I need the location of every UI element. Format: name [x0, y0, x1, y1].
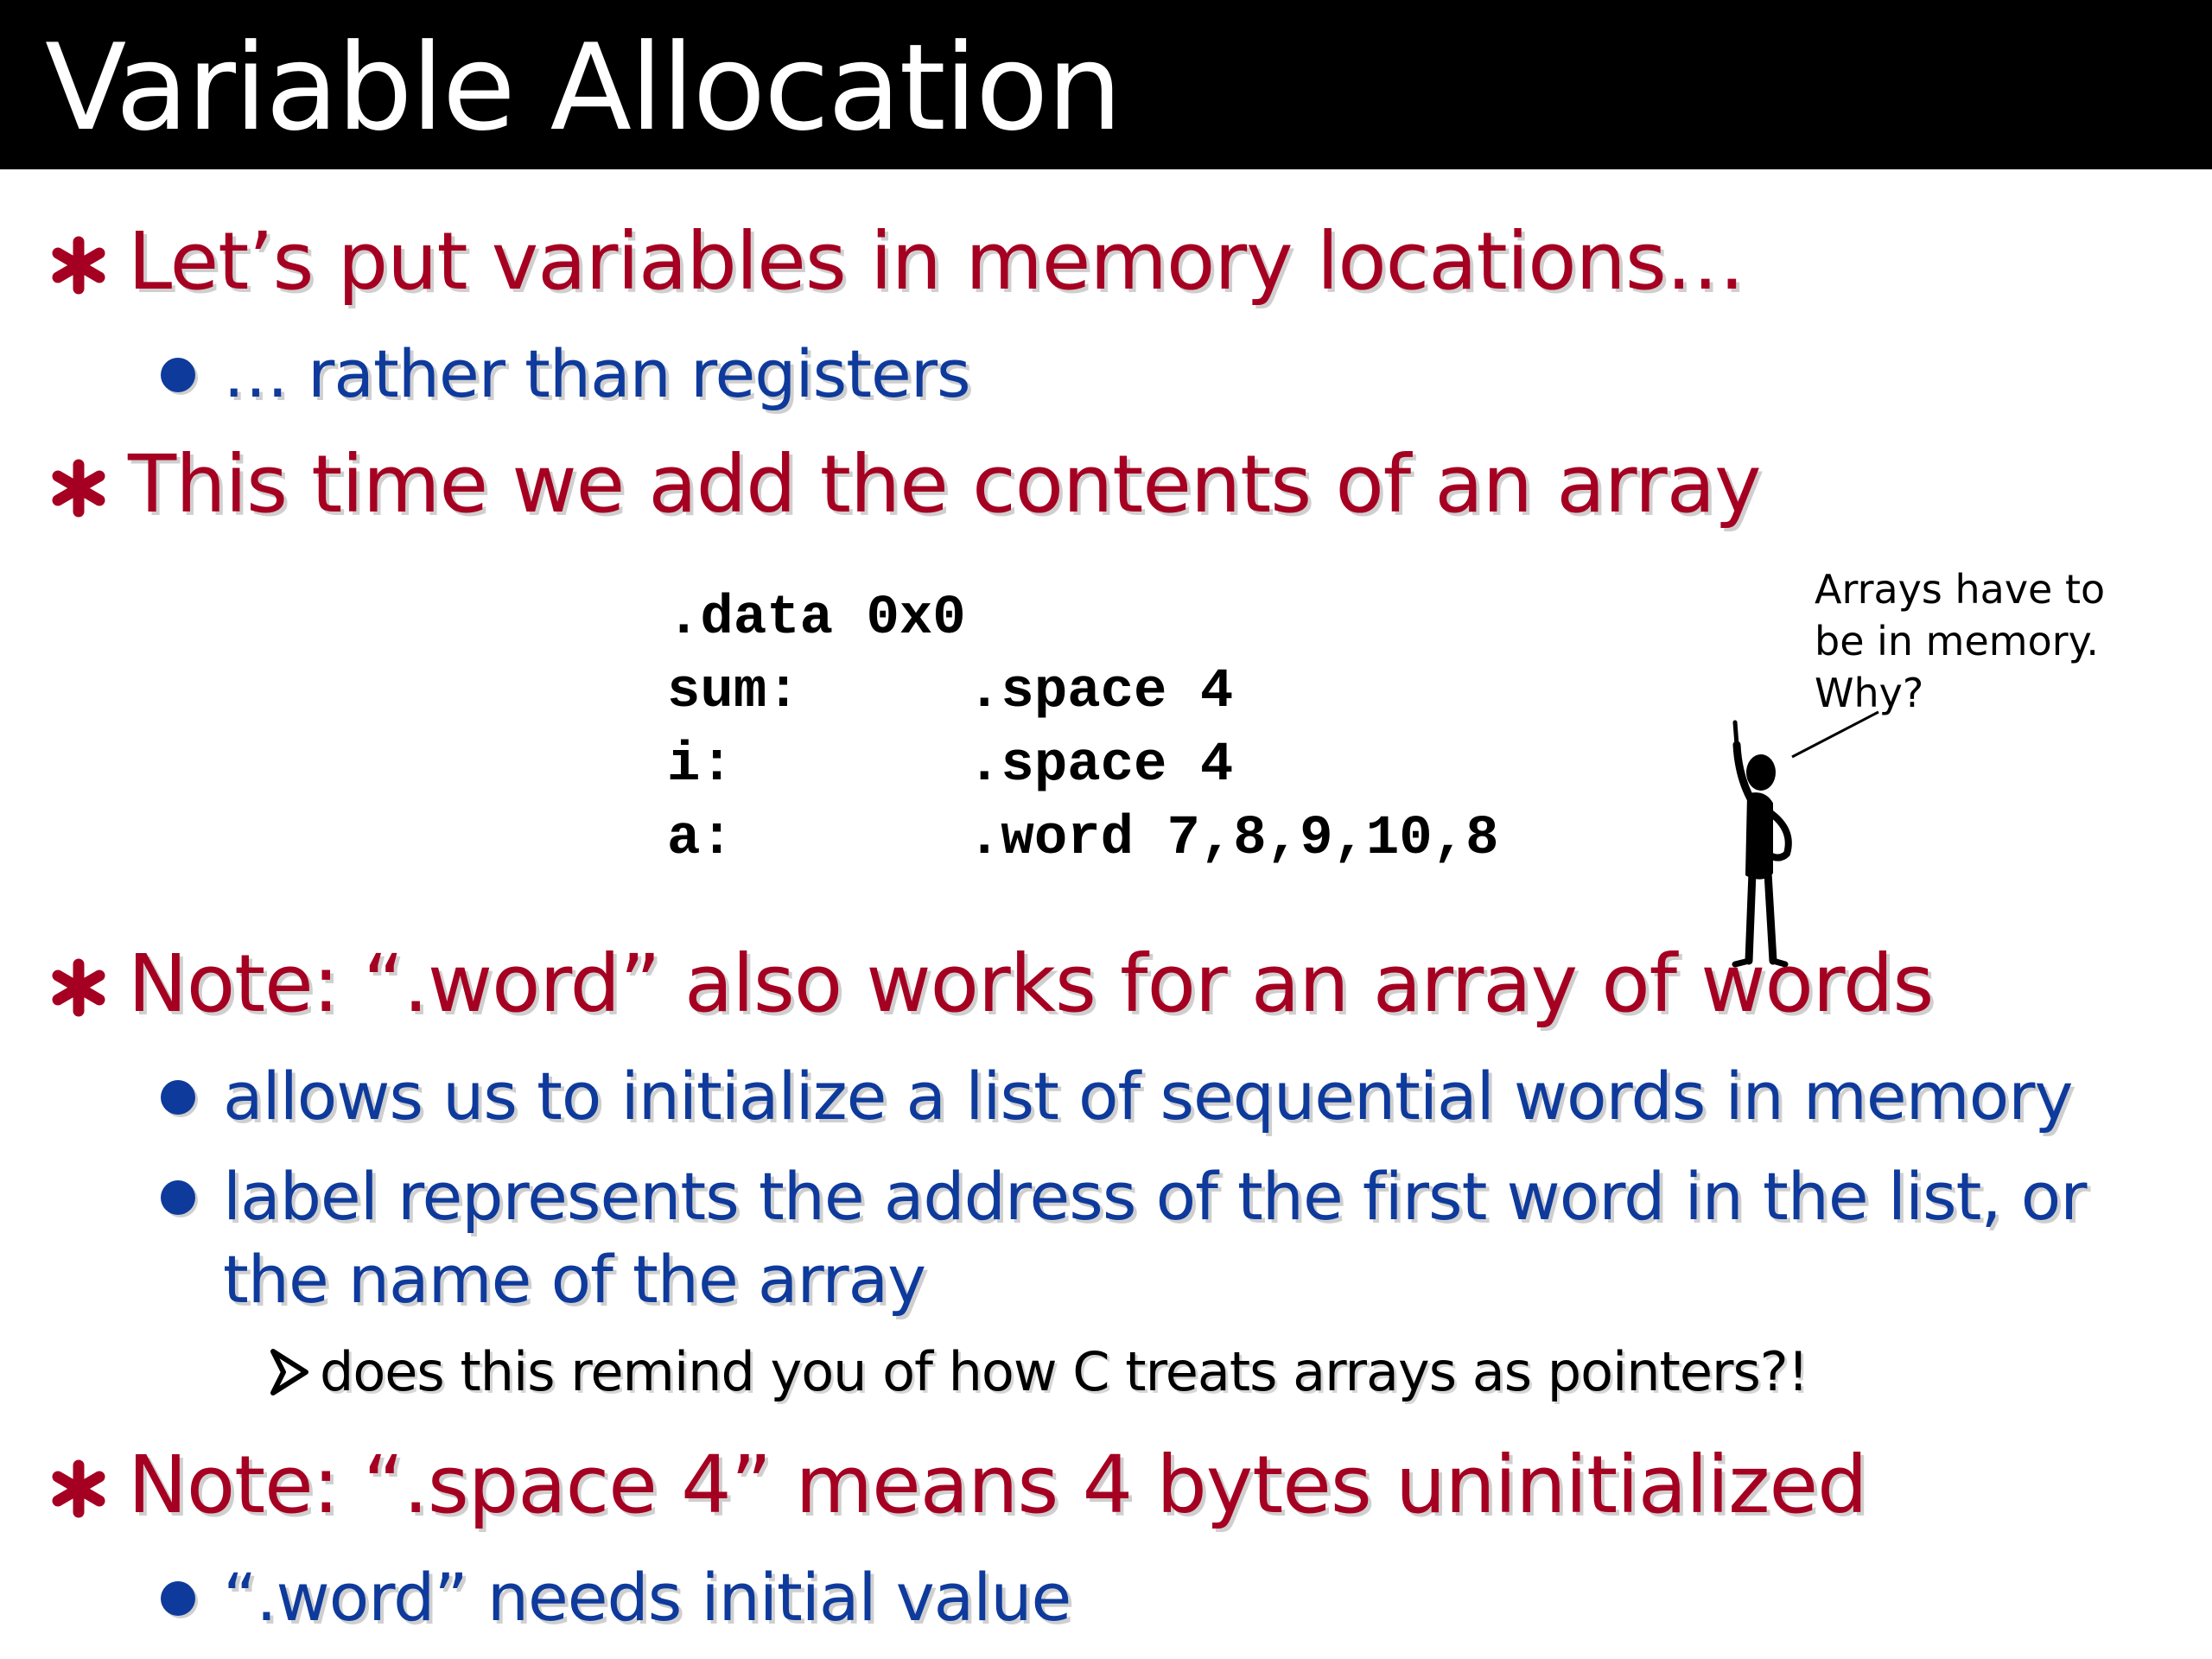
- bullet-text: the name of the array: [223, 1241, 926, 1318]
- bullet-text: does this remind you of how C treats arrays as pointers?!: [320, 1340, 1808, 1403]
- code-line: [667, 656, 1234, 729]
- callout-line: Why?: [1815, 670, 1924, 716]
- code-label: i:: [667, 734, 734, 797]
- bullet-text: allows us to initialize a list of sequential words in memory: [223, 1058, 2073, 1135]
- bullet-dot-icon: [161, 1080, 195, 1115]
- asterisk-icon: [48, 458, 109, 518]
- bullet-dot-icon: [161, 1180, 195, 1215]
- bullet-text: This time we add the contents of an array: [128, 438, 1761, 531]
- asterisk-icon: [48, 1459, 109, 1519]
- asterisk-icon: [48, 235, 109, 296]
- code-line: [667, 803, 1499, 876]
- code-directive: .word 7,8,9,10,8: [968, 808, 1499, 870]
- code-label: a:: [667, 808, 734, 870]
- bullet-text: “.word” needs initial value: [223, 1559, 1071, 1636]
- assembly-code-block: [667, 582, 1499, 876]
- bullet-text: label represents the address of the first word in the list, or: [223, 1158, 2087, 1235]
- bullet-text: Note: “.word” also works for an array of words: [128, 938, 1934, 1030]
- bullet-dot-icon: [161, 358, 195, 392]
- title-bar: [0, 0, 2212, 169]
- code-line: [667, 729, 1234, 803]
- callout-line: Arrays have to: [1815, 566, 2106, 613]
- bullet-dot-icon: [161, 1581, 195, 1616]
- bullet-text: Note: “.space 4” means 4 bytes uninitialized: [128, 1439, 1867, 1531]
- code-line: [667, 582, 966, 656]
- bullet-text: Let’s put variables in memory locations…: [128, 215, 1745, 308]
- callout-line: be in memory.: [1815, 618, 2099, 664]
- asterisk-icon: [48, 957, 109, 1018]
- code-label: sum:: [667, 661, 800, 723]
- stick-figure-icon: [1685, 709, 1823, 968]
- bullet-text: … rather than registers: [223, 335, 970, 412]
- callout-text: [1815, 563, 2177, 719]
- code-label: .data 0x0: [667, 588, 966, 650]
- arrow-right-icon: [268, 1348, 309, 1396]
- slide-title: Variable Allocation: [45, 18, 1121, 157]
- code-directive: .space 4: [968, 661, 1234, 723]
- code-directive: .space 4: [968, 734, 1234, 797]
